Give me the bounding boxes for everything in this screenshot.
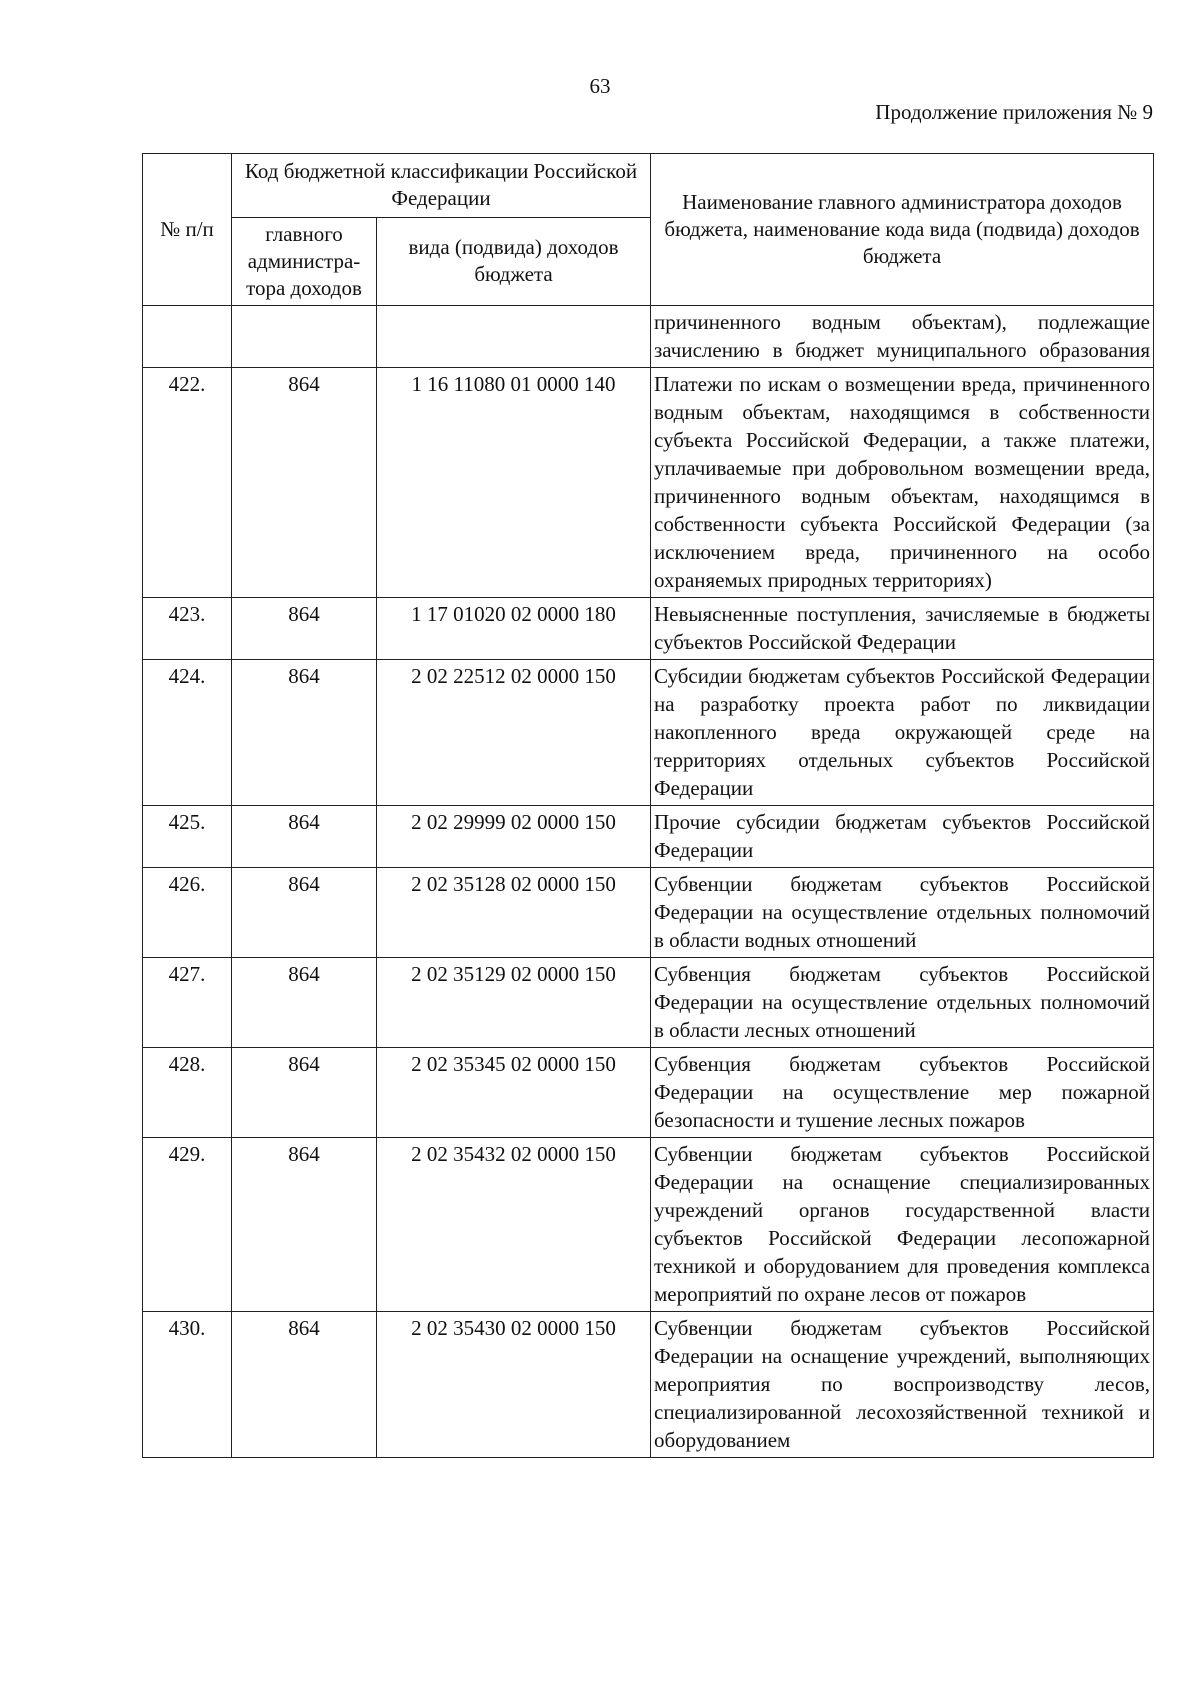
header-income-code: вида (подвида) доходов бюджета <box>377 218 651 306</box>
header-number: № п/п <box>143 154 232 306</box>
row-name: Субвенции бюджетам субъектов Российской Федерации на оснащение учреждений, выполняющих мероприятия по воспроизводству лесов, специализированной лесохозяйственной техникой и оборудованием <box>651 1312 1154 1458</box>
row-admin-code: 864 <box>232 368 377 598</box>
table-row <box>143 368 1154 598</box>
table-row <box>143 958 1154 1048</box>
row-name: Субвенции бюджетам субъектов Российской Федерации на оснащение специализированных учреждений органов государственной власти субъектов Российской Федерации лесопожарной техникой и оборудованием для проведения комплекса мероприятий по охране лесов от пожаров <box>651 1138 1154 1312</box>
row-name: Невыясненные поступления, зачисляемые в бюджеты субъектов Российской Федерации <box>651 598 1154 660</box>
row-income-code: 2 02 22512 02 0000 150 <box>377 660 651 806</box>
table-row <box>143 868 1154 958</box>
row-admin-code: 864 <box>232 1138 377 1312</box>
row-number: 422. <box>143 368 232 598</box>
table-row <box>143 660 1154 806</box>
row-income-code: 2 02 29999 02 0000 150 <box>377 806 651 868</box>
row-number: 429. <box>143 1138 232 1312</box>
table-row <box>143 1138 1154 1312</box>
header-name: Наименование главного администратора доходов бюджета, наименование кода вида (подвида) доходов бюджета <box>651 154 1154 306</box>
table-row <box>143 1048 1154 1138</box>
table-row <box>143 598 1154 660</box>
row-name: Субсидии бюджетам субъектов Российской Федерации на разработку проекта работ по ликвидации накопленного вреда окружающей среде на территориях отдельных субъектов Российской Федерации <box>651 660 1154 806</box>
header-budget-code-group: Код бюджетной классификации Российской Федерации <box>232 154 651 218</box>
row-income-code: 2 02 35430 02 0000 150 <box>377 1312 651 1458</box>
row-income-code: 1 16 11080 01 0000 140 <box>377 368 651 598</box>
row-number <box>143 306 232 368</box>
row-admin-code: 864 <box>232 1048 377 1138</box>
row-name: причиненного водным объектам), подлежащие зачислению в бюджет муниципального образования <box>651 306 1154 368</box>
table-row <box>143 1312 1154 1458</box>
row-name: Прочие субсидии бюджетам субъектов Российской Федерации <box>651 806 1154 868</box>
row-income-code <box>377 306 651 368</box>
row-number: 428. <box>143 1048 232 1138</box>
row-name: Субвенция бюджетам субъектов Российской Федерации на осуществление отдельных полномочий в области лесных отношений <box>651 958 1154 1048</box>
row-admin-code <box>232 306 377 368</box>
row-admin-code: 864 <box>232 598 377 660</box>
row-number: 427. <box>143 958 232 1048</box>
row-income-code: 2 02 35129 02 0000 150 <box>377 958 651 1048</box>
row-name: Субвенции бюджетам субъектов Российской Федерации на осуществление отдельных полномочий в области водных отношений <box>651 868 1154 958</box>
page-number: 63 <box>589 74 611 98</box>
appendix-continuation-label: Продолжение приложения № 9 <box>875 100 1153 124</box>
row-admin-code: 864 <box>232 660 377 806</box>
table-body <box>143 306 1154 1458</box>
table-header <box>143 154 1154 306</box>
row-name: Платежи по искам о возмещении вреда, причиненного водным объектам, находящимся в собственности субъекта Российской Федерации, а также платежи, уплачиваемые при добровольном возмещении вреда, причиненного водным объектам, находящимся в собственности субъекта Российской Федерации (за исключением вреда, причиненного на особо охраняемых природных территориях) <box>651 368 1154 598</box>
row-admin-code: 864 <box>232 868 377 958</box>
row-income-code: 1 17 01020 02 0000 180 <box>377 598 651 660</box>
row-income-code: 2 02 35345 02 0000 150 <box>377 1048 651 1138</box>
row-number: 423. <box>143 598 232 660</box>
table-row <box>143 806 1154 868</box>
row-number: 426. <box>143 868 232 958</box>
header-admin-code: главного администра-тора доходов <box>232 218 377 306</box>
row-number: 425. <box>143 806 232 868</box>
row-income-code: 2 02 35432 02 0000 150 <box>377 1138 651 1312</box>
row-admin-code: 864 <box>232 958 377 1048</box>
row-income-code: 2 02 35128 02 0000 150 <box>377 868 651 958</box>
table-row <box>143 306 1154 368</box>
budget-classification-table <box>142 153 1154 1458</box>
row-admin-code: 864 <box>232 1312 377 1458</box>
row-name: Субвенция бюджетам субъектов Российской Федерации на осуществление мер пожарной безопасности и тушение лесных пожаров <box>651 1048 1154 1138</box>
row-number: 430. <box>143 1312 232 1458</box>
row-admin-code: 864 <box>232 806 377 868</box>
row-number: 424. <box>143 660 232 806</box>
